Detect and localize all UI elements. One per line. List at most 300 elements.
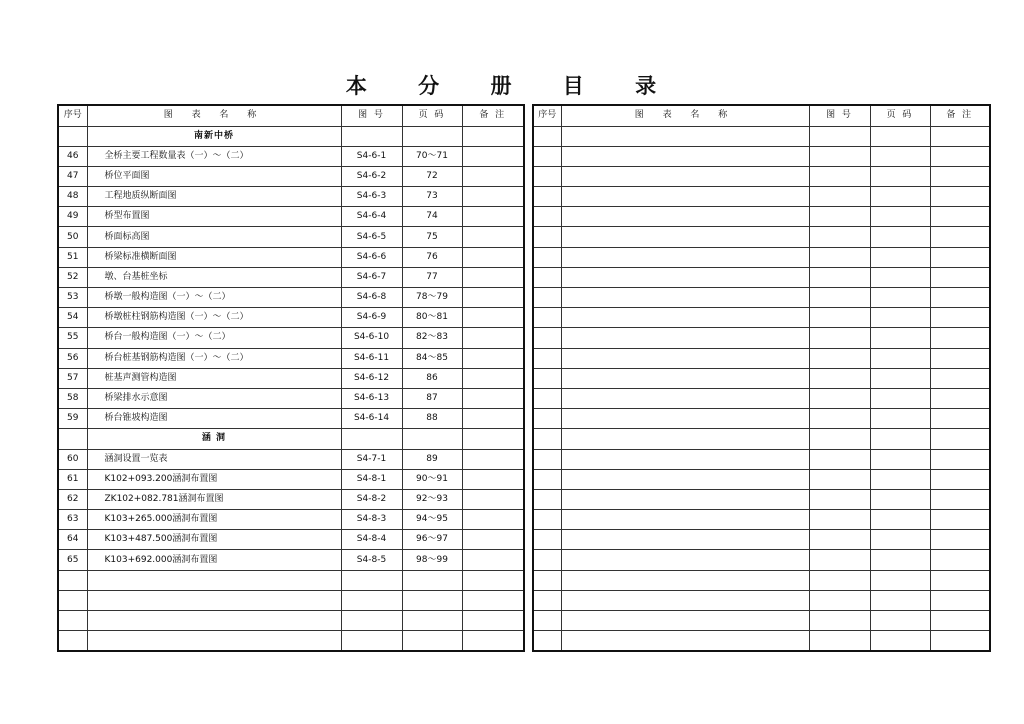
table-row <box>58 328 524 348</box>
table-row <box>533 469 990 489</box>
table-row <box>533 348 990 368</box>
remark-cell <box>462 590 524 610</box>
seq-cell <box>533 530 561 550</box>
name-cell <box>561 570 809 590</box>
remark-cell <box>462 227 524 247</box>
remark-cell <box>930 146 990 166</box>
name-cell: 涵洞设置一览表 <box>87 449 341 469</box>
name-cell <box>561 308 809 328</box>
drawing-no-cell: S4-6-12 <box>341 368 402 388</box>
table-row <box>58 247 524 267</box>
page-cell: 98～99 <box>402 550 462 570</box>
page-cell <box>870 328 930 348</box>
seq-cell <box>58 570 87 590</box>
name-cell <box>561 187 809 207</box>
header-page: 页 码 <box>870 105 930 126</box>
name-cell: 桥梁排水示意图 <box>87 388 341 408</box>
seq-cell: 63 <box>58 510 87 530</box>
name-cell: 桥墩桩柱钢筋构造图（一）～（二） <box>87 308 341 328</box>
page-cell <box>870 207 930 227</box>
page-cell: 73 <box>402 187 462 207</box>
seq-cell <box>533 126 561 146</box>
table-row <box>58 308 524 328</box>
seq-cell: 60 <box>58 449 87 469</box>
name-cell <box>561 247 809 267</box>
table-row <box>533 510 990 530</box>
drawing-no-cell <box>809 288 870 308</box>
remark-cell <box>930 348 990 368</box>
seq-cell <box>533 409 561 429</box>
header-page: 页 码 <box>402 105 462 126</box>
table-header-row <box>58 105 524 126</box>
seq-cell: 52 <box>58 267 87 287</box>
page-cell <box>870 570 930 590</box>
drawing-no-cell: S4-6-10 <box>341 328 402 348</box>
page-cell: 74 <box>402 207 462 227</box>
table-row <box>58 550 524 570</box>
name-cell <box>561 611 809 631</box>
seq-cell: 58 <box>58 388 87 408</box>
table-row <box>533 631 990 652</box>
drawing-no-cell <box>809 328 870 348</box>
name-cell: 桥墩一般构造图（一）～（二） <box>87 288 341 308</box>
drawing-no-cell <box>809 166 870 186</box>
remark-cell <box>462 449 524 469</box>
page-cell: 72 <box>402 166 462 186</box>
remark-cell <box>462 247 524 267</box>
page-cell: 90～91 <box>402 469 462 489</box>
name-cell: 桥台桩基钢筋构造图（一）～（二） <box>87 348 341 368</box>
name-cell <box>87 611 341 631</box>
table-row <box>58 631 524 652</box>
name-cell <box>561 348 809 368</box>
table-row <box>58 388 524 408</box>
table-row <box>533 207 990 227</box>
remark-cell <box>930 288 990 308</box>
table-row <box>533 308 990 328</box>
drawing-no-cell: S4-6-1 <box>341 146 402 166</box>
table-header-row <box>533 105 990 126</box>
section-row <box>58 429 524 449</box>
page-cell <box>870 489 930 509</box>
seq-cell <box>533 247 561 267</box>
remark-cell <box>462 631 524 652</box>
drawing-no-cell <box>809 368 870 388</box>
remark-cell <box>462 388 524 408</box>
table-row <box>533 288 990 308</box>
remark-cell <box>930 247 990 267</box>
seq-cell <box>533 550 561 570</box>
seq-cell: 53 <box>58 288 87 308</box>
name-cell <box>561 429 809 449</box>
header-drawing-no: 图 号 <box>341 105 402 126</box>
seq-cell <box>533 348 561 368</box>
table-row <box>58 288 524 308</box>
name-cell: 工程地质纵断面图 <box>87 187 341 207</box>
page-cell <box>870 510 930 530</box>
seq-cell <box>533 368 561 388</box>
table-row <box>533 590 990 610</box>
drawing-no-cell: S4-6-3 <box>341 187 402 207</box>
page-cell <box>870 126 930 146</box>
remark-cell <box>930 368 990 388</box>
remark-cell <box>930 328 990 348</box>
remark-cell <box>462 489 524 509</box>
remark-cell <box>462 328 524 348</box>
drawing-no-cell: S4-8-4 <box>341 530 402 550</box>
table-row <box>533 227 990 247</box>
drawing-no-cell <box>809 469 870 489</box>
name-cell <box>561 409 809 429</box>
drawing-no-cell <box>341 126 402 146</box>
seq-cell <box>533 570 561 590</box>
remark-cell <box>462 126 524 146</box>
name-cell: ZK102+082.781涵洞布置图 <box>87 489 341 509</box>
remark-cell <box>462 207 524 227</box>
name-cell: 桥面标高图 <box>87 227 341 247</box>
drawing-no-cell: S4-8-3 <box>341 510 402 530</box>
name-cell <box>561 388 809 408</box>
remark-cell <box>930 469 990 489</box>
name-cell <box>561 590 809 610</box>
drawing-no-cell: S4-6-2 <box>341 166 402 186</box>
name-cell: 墩、台基桩坐标 <box>87 267 341 287</box>
table-row <box>58 489 524 509</box>
table-row <box>533 267 990 287</box>
drawing-no-cell <box>341 429 402 449</box>
seq-cell <box>58 126 87 146</box>
drawing-no-cell: S4-6-6 <box>341 247 402 267</box>
name-cell: 桥台一般构造图（一）～（二） <box>87 328 341 348</box>
page-cell <box>870 308 930 328</box>
drawing-no-cell <box>809 267 870 287</box>
seq-cell: 59 <box>58 409 87 429</box>
drawing-no-cell <box>809 550 870 570</box>
drawing-no-cell <box>809 590 870 610</box>
remark-cell <box>930 611 990 631</box>
page-cell <box>402 611 462 631</box>
seq-cell <box>533 429 561 449</box>
drawing-no-cell <box>809 429 870 449</box>
seq-cell: 61 <box>58 469 87 489</box>
name-cell <box>561 550 809 570</box>
drawing-no-cell <box>809 247 870 267</box>
page-cell <box>402 631 462 652</box>
page-cell <box>870 550 930 570</box>
page-cell <box>870 388 930 408</box>
remark-cell <box>462 510 524 530</box>
drawing-no-cell <box>341 631 402 652</box>
remark-cell <box>462 267 524 287</box>
table-row <box>58 227 524 247</box>
table-row <box>533 388 990 408</box>
name-cell <box>561 288 809 308</box>
remark-cell <box>462 166 524 186</box>
page-cell <box>870 247 930 267</box>
seq-cell <box>533 631 561 652</box>
seq-cell <box>533 187 561 207</box>
page-cell <box>870 267 930 287</box>
seq-cell <box>533 489 561 509</box>
seq-cell <box>533 469 561 489</box>
table-row <box>533 166 990 186</box>
seq-cell: 54 <box>58 308 87 328</box>
table-row <box>533 328 990 348</box>
seq-cell <box>533 146 561 166</box>
name-cell <box>561 631 809 652</box>
seq-cell: 64 <box>58 530 87 550</box>
name-cell: K103+692.000涵洞布置图 <box>87 550 341 570</box>
table-row <box>58 166 524 186</box>
seq-cell <box>533 166 561 186</box>
remark-cell <box>930 166 990 186</box>
seq-cell: 50 <box>58 227 87 247</box>
remark-cell <box>462 550 524 570</box>
seq-cell: 62 <box>58 489 87 509</box>
page-cell: 82～83 <box>402 328 462 348</box>
remark-cell <box>462 368 524 388</box>
seq-cell: 49 <box>58 207 87 227</box>
name-cell: 全桥主要工程数量表（一）～（二） <box>87 146 341 166</box>
drawing-no-cell <box>809 388 870 408</box>
remark-cell <box>930 308 990 328</box>
drawing-no-cell <box>809 207 870 227</box>
page-cell: 92～93 <box>402 489 462 509</box>
page-cell <box>870 288 930 308</box>
page-cell <box>870 348 930 368</box>
remark-cell <box>462 429 524 449</box>
drawing-no-cell: S4-6-14 <box>341 409 402 429</box>
table-row <box>58 510 524 530</box>
name-cell: K103+265.000涵洞布置图 <box>87 510 341 530</box>
table-row <box>58 146 524 166</box>
seq-cell: 48 <box>58 187 87 207</box>
table-row <box>533 187 990 207</box>
drawing-no-cell <box>809 570 870 590</box>
seq-cell <box>533 388 561 408</box>
seq-cell: 56 <box>58 348 87 368</box>
drawing-no-cell <box>809 631 870 652</box>
header-remark: 备 注 <box>462 105 524 126</box>
remark-cell <box>930 429 990 449</box>
name-cell <box>561 469 809 489</box>
name-cell: K102+093.200涵洞布置图 <box>87 469 341 489</box>
page-cell: 77 <box>402 267 462 287</box>
seq-cell: 47 <box>58 166 87 186</box>
name-cell <box>561 207 809 227</box>
drawing-no-cell <box>809 510 870 530</box>
section-title: 涵 洞 <box>87 429 341 449</box>
page-cell <box>402 590 462 610</box>
page-cell: 88 <box>402 409 462 429</box>
page-cell <box>870 187 930 207</box>
name-cell <box>87 570 341 590</box>
remark-cell <box>930 489 990 509</box>
remark-cell <box>930 409 990 429</box>
page-cell <box>870 146 930 166</box>
page-cell: 86 <box>402 368 462 388</box>
drawing-no-cell <box>809 409 870 429</box>
drawing-no-cell: S4-7-1 <box>341 449 402 469</box>
page-cell: 76 <box>402 247 462 267</box>
name-cell <box>561 368 809 388</box>
name-cell <box>561 267 809 287</box>
remark-cell <box>930 267 990 287</box>
table-row <box>533 489 990 509</box>
page-cell <box>402 570 462 590</box>
toc-table-left <box>57 104 525 652</box>
drawing-no-cell: S4-6-9 <box>341 308 402 328</box>
remark-cell <box>462 308 524 328</box>
remark-cell <box>930 207 990 227</box>
page-cell: 70～71 <box>402 146 462 166</box>
header-seq: 序号 <box>58 105 87 126</box>
remark-cell <box>930 631 990 652</box>
page-cell: 94～95 <box>402 510 462 530</box>
drawing-no-cell <box>809 611 870 631</box>
remark-cell <box>930 227 990 247</box>
seq-cell <box>533 267 561 287</box>
table-row <box>533 126 990 146</box>
name-cell: 桥位平面图 <box>87 166 341 186</box>
drawing-no-cell <box>809 146 870 166</box>
table-row <box>533 409 990 429</box>
page-cell: 87 <box>402 388 462 408</box>
remark-cell <box>930 187 990 207</box>
table-row <box>58 469 524 489</box>
page-cell <box>870 611 930 631</box>
remark-cell <box>930 510 990 530</box>
name-cell: K103+487.500涵洞布置图 <box>87 530 341 550</box>
name-cell <box>87 590 341 610</box>
toc-table-right <box>532 104 991 652</box>
page-cell <box>870 227 930 247</box>
page-cell: 78～79 <box>402 288 462 308</box>
page-cell <box>870 590 930 610</box>
seq-cell <box>533 328 561 348</box>
drawing-no-cell: S4-6-13 <box>341 388 402 408</box>
name-cell <box>561 126 809 146</box>
page-cell <box>870 166 930 186</box>
page-cell <box>402 126 462 146</box>
name-cell <box>561 166 809 186</box>
seq-cell: 55 <box>58 328 87 348</box>
table-row <box>58 570 524 590</box>
table-row <box>533 247 990 267</box>
drawing-no-cell: S4-6-4 <box>341 207 402 227</box>
remark-cell <box>462 409 524 429</box>
seq-cell <box>533 611 561 631</box>
drawing-no-cell <box>809 308 870 328</box>
drawing-no-cell <box>809 530 870 550</box>
seq-cell <box>533 449 561 469</box>
seq-cell <box>58 631 87 652</box>
table-row <box>58 611 524 631</box>
drawing-no-cell: S4-6-5 <box>341 227 402 247</box>
drawing-no-cell <box>809 348 870 368</box>
page-cell <box>870 469 930 489</box>
page-cell <box>870 429 930 449</box>
remark-cell <box>462 530 524 550</box>
remark-cell <box>930 388 990 408</box>
name-cell: 桥台锥坡构造图 <box>87 409 341 429</box>
table-row <box>533 146 990 166</box>
name-cell <box>561 489 809 509</box>
seq-cell: 46 <box>58 146 87 166</box>
drawing-no-cell: S4-6-7 <box>341 267 402 287</box>
seq-cell: 65 <box>58 550 87 570</box>
name-cell <box>561 146 809 166</box>
drawing-no-cell <box>809 489 870 509</box>
remark-cell <box>462 146 524 166</box>
table-row <box>533 570 990 590</box>
drawing-no-cell: S4-8-1 <box>341 469 402 489</box>
page-cell: 84～85 <box>402 348 462 368</box>
table-row <box>533 429 990 449</box>
seq-cell <box>533 590 561 610</box>
table-row <box>58 368 524 388</box>
name-cell <box>561 510 809 530</box>
table-row <box>58 267 524 287</box>
remark-cell <box>462 611 524 631</box>
drawing-no-cell: S4-8-5 <box>341 550 402 570</box>
drawing-no-cell <box>809 126 870 146</box>
name-cell <box>87 631 341 652</box>
header-seq: 序号 <box>533 105 561 126</box>
remark-cell <box>462 187 524 207</box>
name-cell <box>561 227 809 247</box>
table-row <box>533 611 990 631</box>
remark-cell <box>930 590 990 610</box>
seq-cell <box>533 207 561 227</box>
remark-cell <box>930 449 990 469</box>
table-row <box>533 530 990 550</box>
page-cell <box>870 530 930 550</box>
page-cell: 80～81 <box>402 308 462 328</box>
table-row <box>58 449 524 469</box>
name-cell: 桩基声测管构造图 <box>87 368 341 388</box>
drawing-no-cell: S4-6-8 <box>341 288 402 308</box>
table-row <box>533 550 990 570</box>
section-title: 南新中桥 <box>87 126 341 146</box>
header-name: 图 表 名 称 <box>87 105 341 126</box>
page-cell <box>870 368 930 388</box>
drawing-no-cell <box>809 227 870 247</box>
remark-cell <box>462 570 524 590</box>
seq-cell: 51 <box>58 247 87 267</box>
name-cell: 桥梁标准横断面图 <box>87 247 341 267</box>
table-row <box>58 348 524 368</box>
table-row <box>533 368 990 388</box>
page-cell <box>870 631 930 652</box>
page-cell <box>402 429 462 449</box>
remark-cell <box>462 288 524 308</box>
table-row <box>533 449 990 469</box>
table-row <box>58 207 524 227</box>
seq-cell <box>533 308 561 328</box>
remark-cell <box>930 126 990 146</box>
name-cell: 桥型布置图 <box>87 207 341 227</box>
page-cell: 75 <box>402 227 462 247</box>
drawing-no-cell: S4-8-2 <box>341 489 402 509</box>
seq-cell <box>533 510 561 530</box>
name-cell <box>561 328 809 348</box>
seq-cell <box>58 429 87 449</box>
remark-cell <box>930 530 990 550</box>
page-cell: 96～97 <box>402 530 462 550</box>
remark-cell <box>930 570 990 590</box>
table-row <box>58 409 524 429</box>
